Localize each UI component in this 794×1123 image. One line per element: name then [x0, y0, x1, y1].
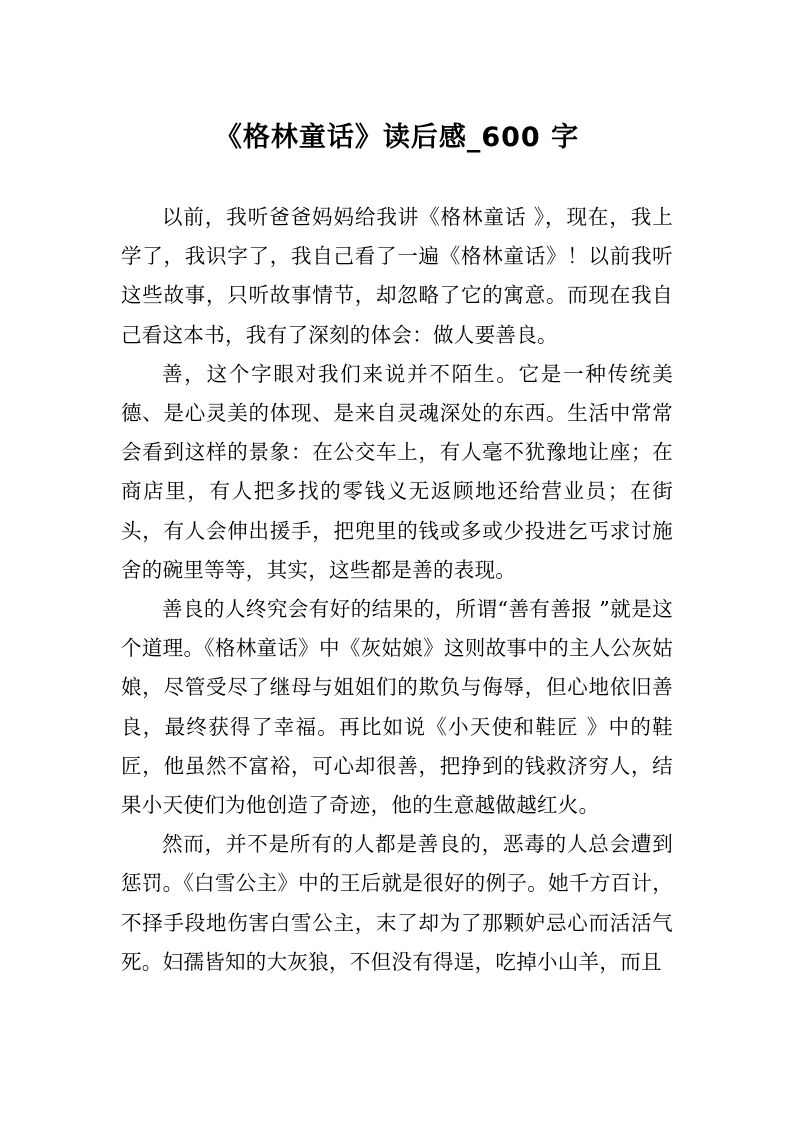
- paragraph: 善良的人终究会有好的结果的，所谓“善有善报 ”就是这个道理。《格林童话》中《灰姑娘》这则故事中的主人公灰姑娘，尽管受尽了继母与姐姐们的欺负与侮辱，但心地依旧善良，最终获得了幸福。再比如说《小天使和鞋匠 》中的鞋匠，他虽然不富裕，可心却很善，把挣到的钱救济穷人，结果小天使们为他创造了奇迹，他的生意越做越红火。: [121, 597, 673, 818]
- paragraph: 以前，我听爸爸妈妈给我讲《格林童话 》，现在，我上学了，我识字了，我自己看了一遍《格林童话》！以前我听这些故事，只听故事情节，却忽略了它的寓意。而现在我自己看这本书，我有了深刻的体会：做人要善良。: [121, 205, 673, 347]
- document-title: 《格林童话》读后感_600 字: [214, 122, 580, 154]
- paragraph: 然而，并不是所有的人都是善良的，恶毒的人总会遭到惩罚。《白雪公主》中的王后就是很好的例子。她千方百计，不择手段地伤害白雪公主，末了却为了那颗妒忌心而活活气死。妇孺皆知的大灰狼，不但没有得逞，吃掉小山羊，而且: [121, 832, 673, 974]
- paragraph: 善，这个字眼对我们来说并不陌生。它是一种传统美德、是心灵美的体现、是来自灵魂深处的东西。生活中常常会看到这样的景象：在公交车上，有人毫不犹豫地让座；在商店里，有人把多找的零钱义无返顾地还给营业员；在街头，有人会伸出援手，把兜里的钱或多或少投进乞丐求讨施舍的碗里等等，其实，这些都是善的表现。: [121, 361, 673, 582]
- document-body: [121, 198, 673, 982]
